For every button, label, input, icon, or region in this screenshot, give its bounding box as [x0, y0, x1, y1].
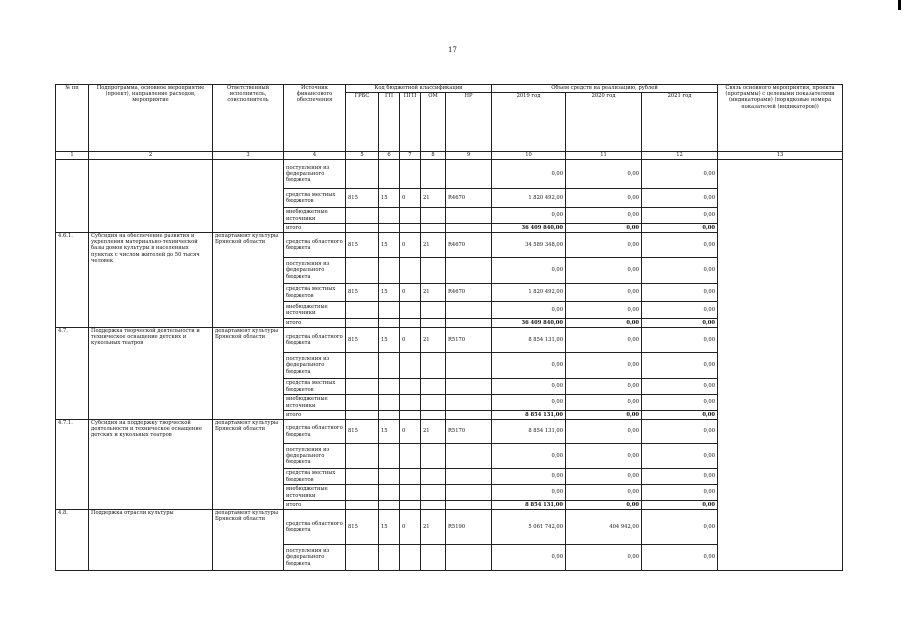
code-om — [421, 444, 446, 469]
code-pgp — [400, 379, 421, 395]
amount-2021: 0,00 — [642, 160, 718, 189]
code-pgp: 0 — [400, 233, 421, 258]
amount-2019: 1 820 492,00 — [492, 189, 566, 208]
col-number: 1 — [56, 152, 89, 160]
code-grbs — [346, 411, 379, 420]
amount-2021: 0,00 — [642, 284, 718, 302]
code-nr: R4670 — [446, 189, 492, 208]
code-grbs: 815 — [346, 233, 379, 258]
item-responsible: департамент культуры Брянской области — [213, 233, 284, 328]
code-nr — [446, 444, 492, 469]
funding-source: поступления из федерального бюджета — [284, 353, 346, 379]
amount-2021: 0,00 — [642, 224, 718, 233]
code-grbs — [346, 224, 379, 233]
code-om: 21 — [421, 328, 446, 353]
item-name: Поддержка творческой деятельности и техническое оснащение детских и кукольных театров — [89, 328, 213, 420]
code-om — [421, 319, 446, 328]
code-gp — [379, 395, 400, 411]
amount-2020: 0,00 — [566, 160, 642, 189]
amount-2020: 0,00 — [566, 411, 642, 420]
code-om: 21 — [421, 189, 446, 208]
item-name: Поддержка отрасли культуры — [89, 510, 213, 571]
code-pgp — [400, 469, 421, 485]
code-gp: 15 — [379, 510, 400, 545]
code-pgp — [400, 302, 421, 319]
funding-source: поступления из федерального бюджета — [284, 160, 346, 189]
code-om — [421, 224, 446, 233]
funding-source: средства областного бюджета — [284, 328, 346, 353]
code-om: 21 — [421, 233, 446, 258]
amount-2019: 0,00 — [492, 302, 566, 319]
amount-2021: 0,00 — [642, 258, 718, 284]
code-om — [421, 469, 446, 485]
amount-2020: 0,00 — [566, 485, 642, 501]
col-number: 12 — [642, 152, 718, 160]
code-pgp — [400, 444, 421, 469]
item-number: 4.6.1. — [56, 233, 89, 328]
code-grbs — [346, 160, 379, 189]
code-gp — [379, 302, 400, 319]
funding-source: внебюджетные источники — [284, 395, 346, 411]
indicator-link-cell — [718, 160, 843, 571]
code-nr: R5190 — [446, 510, 492, 545]
code-pgp — [400, 353, 421, 379]
amount-2020: 0,00 — [566, 233, 642, 258]
amount-2019: 34 589 348,00 — [492, 233, 566, 258]
amount-2021: 0,00 — [642, 233, 718, 258]
code-nr: R4670 — [446, 284, 492, 302]
header-program: Подпрограмма, основное мероприятие (проект), направление расходов, мероприятие — [89, 85, 213, 152]
code-nr — [446, 160, 492, 189]
code-gp — [379, 353, 400, 379]
amount-2021: 0,00 — [642, 510, 718, 545]
code-om — [421, 258, 446, 284]
item-responsible: департамент культуры Брянской области — [213, 420, 284, 510]
col-number: 4 — [284, 152, 346, 160]
funding-source: поступления из федерального бюджета — [284, 444, 346, 469]
header-link: Связь основного мероприятия, проекта (программы) с целевыми показателями (индикаторами) (порядковые номера показателей (индикаторов)) — [718, 85, 843, 152]
amount-2019: 0,00 — [492, 444, 566, 469]
code-grbs — [346, 545, 379, 571]
code-pgp — [400, 501, 421, 510]
col-number: 3 — [213, 152, 284, 160]
code-grbs — [346, 395, 379, 411]
amount-2019: 0,00 — [492, 485, 566, 501]
code-om: 21 — [421, 510, 446, 545]
header-grbs: ГРБС — [346, 93, 379, 152]
code-nr — [446, 302, 492, 319]
amount-2020: 0,00 — [566, 444, 642, 469]
amount-2019: 0,00 — [492, 353, 566, 379]
code-nr — [446, 469, 492, 485]
code-gp: 15 — [379, 284, 400, 302]
funding-source: внебюджетные источники — [284, 485, 346, 501]
amount-2019: 8 854 131,00 — [492, 328, 566, 353]
header-source: Источник финансового обеспечения — [284, 85, 346, 152]
funding-source: средства областного бюджета — [284, 510, 346, 545]
code-gp — [379, 224, 400, 233]
amount-2021: 0,00 — [642, 501, 718, 510]
amount-2020: 0,00 — [566, 208, 642, 224]
col-number: 10 — [492, 152, 566, 160]
amount-2019: 0,00 — [492, 379, 566, 395]
amount-2019: 0,00 — [492, 469, 566, 485]
header-2019: 2019 год — [492, 93, 566, 152]
amount-2019: 0,00 — [492, 545, 566, 571]
code-nr — [446, 353, 492, 379]
code-gp: 15 — [379, 420, 400, 444]
funding-source: поступления из федерального бюджета — [284, 545, 346, 571]
code-nr — [446, 485, 492, 501]
amount-2021: 0,00 — [642, 379, 718, 395]
code-nr: R5170 — [446, 420, 492, 444]
col-number: 6 — [379, 152, 400, 160]
col-number: 5 — [346, 152, 379, 160]
table-row — [56, 160, 843, 189]
code-nr: R5170 — [446, 328, 492, 353]
header-gp: ГП — [379, 93, 400, 152]
code-grbs — [346, 353, 379, 379]
code-nr — [446, 379, 492, 395]
amount-2019: 36 409 840,00 — [492, 319, 566, 328]
amount-2020: 0,00 — [566, 395, 642, 411]
code-pgp: 0 — [400, 284, 421, 302]
code-grbs — [346, 444, 379, 469]
header-2020: 2020 год — [566, 93, 642, 152]
code-gp: 15 — [379, 328, 400, 353]
amount-2020: 0,00 — [566, 319, 642, 328]
amount-2019: 0,00 — [492, 160, 566, 189]
code-om — [421, 501, 446, 510]
code-nr — [446, 395, 492, 411]
code-grbs — [346, 319, 379, 328]
amount-2020: 0,00 — [566, 258, 642, 284]
code-pgp: 0 — [400, 510, 421, 545]
code-grbs — [346, 469, 379, 485]
code-gp: 15 — [379, 189, 400, 208]
funding-source: итого — [284, 224, 346, 233]
code-nr — [446, 258, 492, 284]
code-nr — [446, 501, 492, 510]
code-grbs — [346, 501, 379, 510]
amount-2021: 0,00 — [642, 328, 718, 353]
code-nr — [446, 545, 492, 571]
amount-2019: 5 061 742,00 — [492, 510, 566, 545]
col-number: 9 — [446, 152, 492, 160]
amount-2021: 0,00 — [642, 208, 718, 224]
funding-source: средства областного бюджета — [284, 233, 346, 258]
amount-2019: 8 854 131,00 — [492, 501, 566, 510]
code-pgp — [400, 258, 421, 284]
item-name — [89, 160, 213, 233]
col-number: 13 — [718, 152, 843, 160]
amount-2020: 0,00 — [566, 501, 642, 510]
col-number: 7 — [400, 152, 421, 160]
amount-2021: 0,00 — [642, 411, 718, 420]
code-gp — [379, 444, 400, 469]
code-pgp — [400, 485, 421, 501]
code-grbs: 815 — [346, 328, 379, 353]
amount-2021: 0,00 — [642, 302, 718, 319]
amount-2021: 0,00 — [642, 469, 718, 485]
amount-2019: 8 854 131,00 — [492, 420, 566, 444]
item-responsible — [213, 160, 284, 233]
item-responsible: департамент культуры Брянской области — [213, 510, 284, 571]
amount-2020: 0,00 — [566, 328, 642, 353]
code-gp — [379, 501, 400, 510]
code-pgp: 0 — [400, 420, 421, 444]
amount-2019: 0,00 — [492, 208, 566, 224]
header-volume: Объем средств на реализацию, рублей — [492, 85, 718, 93]
col-number: 2 — [89, 152, 213, 160]
header-responsible: Ответственный исполнитель, соисполнитель — [213, 85, 284, 152]
code-pgp — [400, 545, 421, 571]
header-om: ОМ — [421, 93, 446, 152]
funding-source: итого — [284, 319, 346, 328]
code-gp — [379, 258, 400, 284]
code-pgp — [400, 208, 421, 224]
code-grbs: 815 — [346, 420, 379, 444]
amount-2021: 0,00 — [642, 353, 718, 379]
header-budget-code: Код бюджетной классификации — [346, 85, 492, 93]
amount-2021: 0,00 — [642, 444, 718, 469]
code-om — [421, 160, 446, 189]
header-nr: НР — [446, 93, 492, 152]
code-nr: R4670 — [446, 233, 492, 258]
code-gp: 15 — [379, 233, 400, 258]
code-gp — [379, 208, 400, 224]
code-pgp: 0 — [400, 328, 421, 353]
code-grbs — [346, 485, 379, 501]
amount-2020: 0,00 — [566, 302, 642, 319]
code-nr — [446, 411, 492, 420]
amount-2019: 8 854 131,00 — [492, 411, 566, 420]
code-om — [421, 395, 446, 411]
amount-2021: 0,00 — [642, 485, 718, 501]
amount-2020: 0,00 — [566, 469, 642, 485]
funding-source: средства местных бюджетов — [284, 189, 346, 208]
amount-2020: 404 942,00 — [566, 510, 642, 545]
funding-source: внебюджетные источники — [284, 208, 346, 224]
amount-2021: 0,00 — [642, 545, 718, 571]
col-number: 11 — [566, 152, 642, 160]
code-om — [421, 485, 446, 501]
code-grbs — [346, 302, 379, 319]
code-gp — [379, 469, 400, 485]
code-grbs: 815 — [346, 189, 379, 208]
code-gp — [379, 545, 400, 571]
item-responsible: департамент культуры Брянской области — [213, 328, 284, 420]
amount-2019: 1 820 492,00 — [492, 284, 566, 302]
amount-2020: 0,00 — [566, 284, 642, 302]
code-pgp — [400, 224, 421, 233]
amount-2021: 0,00 — [642, 395, 718, 411]
funding-source: итого — [284, 411, 346, 420]
funding-source: поступления из федерального бюджета — [284, 258, 346, 284]
item-number: 4.7.1. — [56, 420, 89, 510]
funding-source: средства местных бюджетов — [284, 284, 346, 302]
amount-2019: 36 409 840,00 — [492, 224, 566, 233]
code-gp — [379, 411, 400, 420]
code-nr — [446, 319, 492, 328]
code-grbs: 815 — [346, 510, 379, 545]
code-om — [421, 411, 446, 420]
code-om — [421, 379, 446, 395]
header-2021: 2021 год — [642, 93, 718, 152]
funding-source: средства местных бюджетов — [284, 469, 346, 485]
code-nr — [446, 208, 492, 224]
item-name: Субсидия на обеспечение развития и укрепления материально-технической базы домов культуры в населенных пунктах с числом жителей до 50 тысяч человек — [89, 233, 213, 328]
item-number: 4.8. — [56, 510, 89, 571]
amount-2019: 0,00 — [492, 258, 566, 284]
funding-source: средства областного бюджета — [284, 420, 346, 444]
code-grbs: 815 — [346, 284, 379, 302]
code-pgp: 0 — [400, 189, 421, 208]
amount-2020: 0,00 — [566, 420, 642, 444]
budget-table — [55, 84, 843, 571]
code-pgp — [400, 160, 421, 189]
code-gp — [379, 319, 400, 328]
code-om: 21 — [421, 420, 446, 444]
amount-2021: 0,00 — [642, 319, 718, 328]
code-grbs — [346, 379, 379, 395]
amount-2020: 0,00 — [566, 379, 642, 395]
item-name: Субсидия на поддержку творческой деятельности и техническое оснащение детских и кукольных театров — [89, 420, 213, 510]
amount-2021: 0,00 — [642, 420, 718, 444]
amount-2021: 0,00 — [642, 189, 718, 208]
code-om: 21 — [421, 284, 446, 302]
code-nr — [446, 224, 492, 233]
header-num: № пп — [56, 85, 89, 152]
funding-source: внебюджетные источники — [284, 302, 346, 319]
code-pgp — [400, 395, 421, 411]
page-number: 17 — [448, 46, 457, 54]
code-om — [421, 353, 446, 379]
edge-mark — [898, 0, 901, 10]
code-pgp — [400, 319, 421, 328]
item-number: 4.7. — [56, 328, 89, 420]
code-om — [421, 545, 446, 571]
code-gp — [379, 379, 400, 395]
amount-2019: 0,00 — [492, 395, 566, 411]
code-pgp — [400, 411, 421, 420]
code-om — [421, 208, 446, 224]
amount-2020: 0,00 — [566, 353, 642, 379]
header-pgp: ПГП — [400, 93, 421, 152]
code-gp — [379, 485, 400, 501]
code-gp — [379, 160, 400, 189]
funding-source: средства местных бюджетов — [284, 379, 346, 395]
col-number: 8 — [421, 152, 446, 160]
funding-source: итого — [284, 501, 346, 510]
code-grbs — [346, 258, 379, 284]
amount-2020: 0,00 — [566, 224, 642, 233]
code-om — [421, 302, 446, 319]
item-number — [56, 160, 89, 233]
amount-2020: 0,00 — [566, 545, 642, 571]
code-grbs — [346, 208, 379, 224]
amount-2020: 0,00 — [566, 189, 642, 208]
